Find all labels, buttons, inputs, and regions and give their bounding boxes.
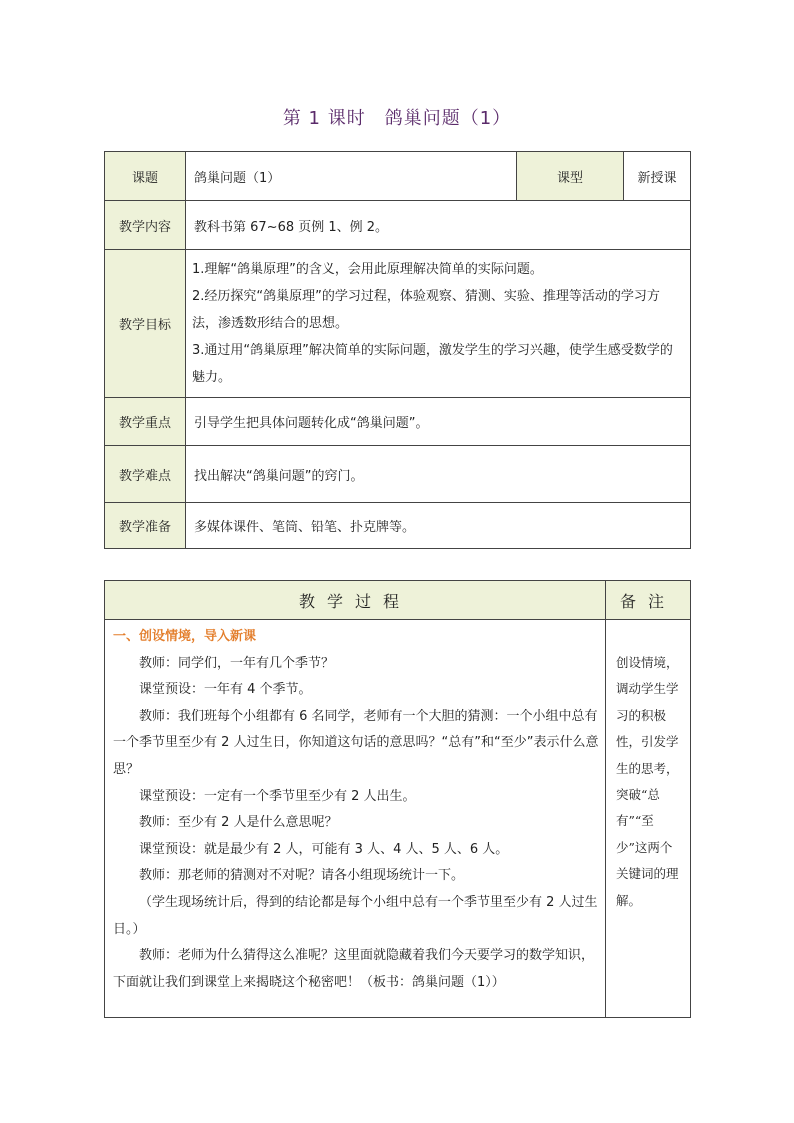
key-row <box>105 398 691 446</box>
key-value: 引导学生把具体问题转化成“鸽巢问题”。 <box>186 398 691 446</box>
type-label: 课型 <box>517 152 624 201</box>
process-body-row <box>105 620 691 1018</box>
goal-item: 2.经历探究“鸽巢原理”的学习过程，体验观察、猜测、实验、推理等活动的学习方法，渗透数形结合的思想。 <box>192 289 660 331</box>
goals-cell <box>186 250 691 398</box>
prep-row <box>105 503 691 549</box>
teaching-process-table <box>104 580 691 1018</box>
goals-row <box>105 250 691 398</box>
goals-label: 教学目标 <box>105 250 186 398</box>
process-header: 教学过程 <box>105 581 606 620</box>
prep-label: 教学准备 <box>105 503 186 549</box>
process-body <box>105 620 606 1018</box>
goal-item: 3.通过用“鸽巢原理”解决简单的实际问题，激发学生的学习兴趣，使学生感受数学的魅力。 <box>192 343 673 385</box>
goal-item: 1.理解“鸽巢原理”的含义，会用此原理解决简单的实际问题。 <box>192 262 543 277</box>
process-paragraph: 课堂预设：一年有 4 个季节。 <box>139 682 312 698</box>
note-header: 备注 <box>606 581 691 620</box>
key-label: 教学重点 <box>105 398 186 446</box>
process-paragraph: 教师：老师为什么猜得这么准呢？这里面就隐藏着我们今天要学习的数学知识，下面就让我们到课堂上来揭晓这个秘密吧！（板书：鸽巢问题（1）） <box>113 948 595 990</box>
content-value: 教科书第 67~68 页例 1、例 2。 <box>186 201 691 250</box>
difficulty-label: 教学难点 <box>105 446 186 503</box>
process-paragraph: 课堂预设：一定有一个季节里至少有 2 人出生。 <box>139 788 416 804</box>
process-paragraph: 课堂预设：就是最少有 2 人，可能有 3 人、4 人、5 人、6 人。 <box>139 841 509 857</box>
lesson-info-table <box>104 151 691 549</box>
page-title: 第 1 课时 鸽巢问题（1） <box>282 108 512 129</box>
process-header-row <box>105 581 691 620</box>
process-paragraph: （学生现场统计后，得到的结论都是每个小组中总有一个季节里至少有 2 人过生日。） <box>113 894 598 937</box>
content-row <box>105 201 691 250</box>
topic-label: 课题 <box>105 152 186 201</box>
prep-value: 多媒体课件、笔筒、铅笔、扑克牌等。 <box>186 503 691 549</box>
difficulty-value: 找出解决“鸽巢问题”的窍门。 <box>186 446 691 503</box>
process-note: 创设情境，调动学生学习的积极性，引发学生的思考，突破“总有”“至少”这两个关键词的理解。 <box>606 620 691 1018</box>
type-value: 新授课 <box>624 152 691 201</box>
process-paragraph: 教师：那老师的猜测对不对呢？请各小组现场统计一下。 <box>139 868 465 884</box>
process-paragraph: 教师：至少有 2 人是什么意思呢？ <box>139 815 338 831</box>
process-paragraph: 教师：同学们，一年有几个季节？ <box>139 655 335 671</box>
topic-value: 鸽巢问题（1） <box>186 152 517 201</box>
process-paragraph: 教师：我们班每个小组都有 6 名同学，老师有一个大胆的猜测：一个小组中总有一个季节里至少有 2 人过生日，你知道这句话的意思吗？“总有”和“至少”表示什么意思？ <box>113 708 599 777</box>
section-title: 一、创设情境，导入新课 <box>113 629 257 644</box>
topic-row <box>105 152 691 201</box>
content-label: 教学内容 <box>105 201 186 250</box>
difficulty-row <box>105 446 691 503</box>
